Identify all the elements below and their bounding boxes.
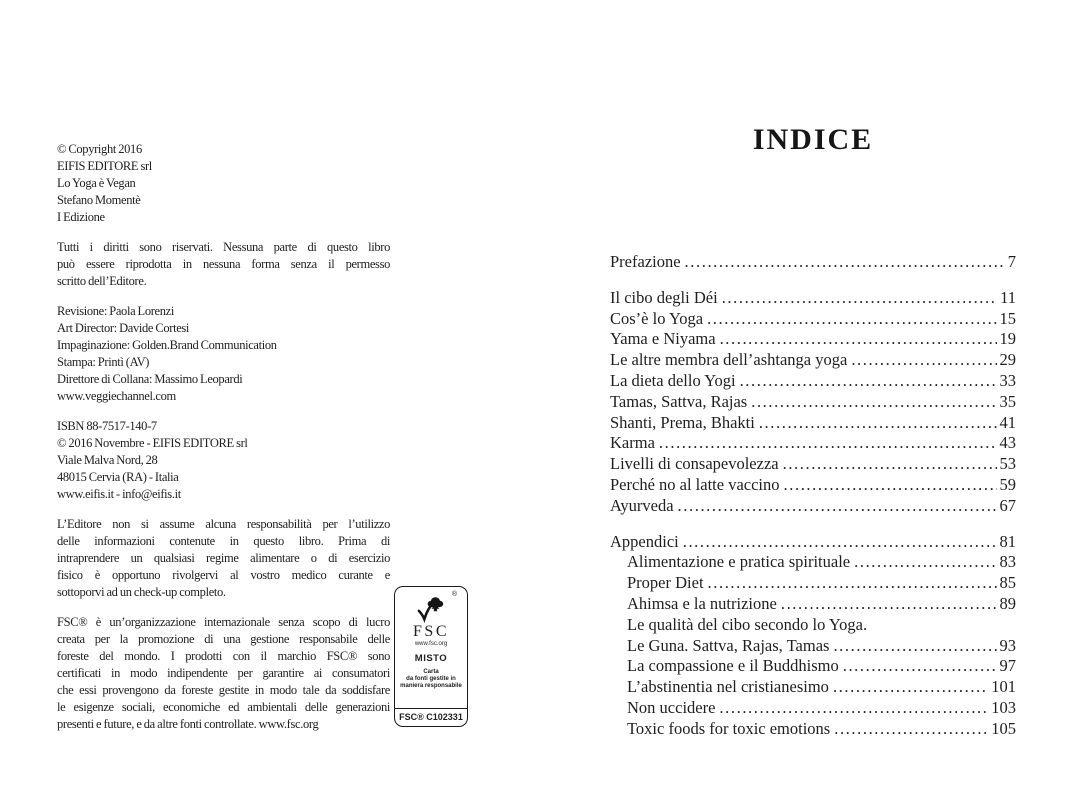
toc-leader-dots: [659, 433, 997, 454]
toc-entry-label: Ahimsa e la nutrizione: [627, 593, 777, 613]
toc-entry-label: La dieta dello Yogi: [610, 370, 736, 390]
toc-entry-page: 97: [999, 656, 1016, 676]
toc-entry: [610, 532, 1016, 553]
toc-entry-label: Toxic foods for toxic emotions: [627, 718, 831, 738]
colophon-line: Impaginazione: Golden.Brand Communication: [57, 338, 277, 352]
toc-entry-page: 35: [999, 391, 1016, 411]
toc-entry: [610, 615, 1016, 636]
colophon-line: creata per la promozione di una gestione responsabile delle: [57, 632, 390, 646]
toc-entry-page: 83: [999, 552, 1016, 572]
toc-entry: [610, 433, 1016, 454]
page-title: INDICE: [752, 123, 874, 156]
toc-leader-dots: [685, 252, 1005, 273]
fsc-certification-label: [394, 586, 468, 727]
toc-entry-label: Prefazione: [610, 252, 681, 271]
toc-entry: [610, 454, 1016, 475]
toc-entry-page: 105: [991, 718, 1016, 738]
toc-entry-page: 67: [999, 495, 1016, 515]
colophon-line: Lo Yoga è Vegan: [57, 176, 136, 190]
toc-list: [610, 252, 1016, 740]
toc-entry: [610, 413, 1016, 434]
toc-leader-dots: [740, 371, 997, 392]
colophon-line: certificati in modo indipendente per garantire ai consumatori: [57, 666, 390, 680]
toc-entry-page: 101: [991, 677, 1016, 697]
colophon-line: Stefano Momentè: [57, 193, 141, 207]
colophon-line: fisico è opportuno rivolgervi al vostro medico curante e: [57, 568, 390, 582]
toc-entry-page: 85: [999, 573, 1016, 593]
colophon-line: www.veggiechannel.com: [57, 389, 176, 403]
toc-leader-dots: [843, 656, 997, 677]
toc-entry-label: Livelli di consapevolezza: [610, 454, 779, 474]
fsc-description: [400, 669, 462, 690]
colophon-line: Direttore di Collana: Massimo Leopardi: [57, 372, 243, 386]
toc-entry-page: 11: [1000, 287, 1016, 307]
fsc-tree-checkmark-icon: [415, 595, 447, 623]
colophon-line: Art Director: Davide Cortesi: [57, 321, 190, 335]
toc-entry: [610, 371, 1016, 392]
colophon-line: www.eifis.it - info@eifis.it: [57, 487, 181, 501]
toc-leader-dots: [833, 677, 988, 698]
toc-entry: [610, 573, 1016, 594]
colophon-line: Revisione: Paola Lorenzi: [57, 304, 174, 318]
colophon-line: Stampa: Printì (AV): [57, 355, 150, 369]
toc-entry: [610, 636, 1016, 657]
toc-leader-dots: [834, 719, 988, 740]
colophon-line: che essi provengono da foreste gestite in modo tale da soddisfare: [57, 683, 390, 697]
toc-entry: [610, 350, 1016, 371]
toc-entry-page: 59: [999, 474, 1016, 494]
toc-entry: [610, 719, 1016, 740]
colophon-line: ISBN 88-7517-140-7: [57, 419, 157, 433]
fsc-description-line: da fonti gestite in: [406, 676, 456, 682]
toc-entry: [610, 309, 1016, 330]
colophon-block: [57, 303, 390, 405]
toc-entry-page: 15: [999, 308, 1016, 328]
toc-leader-dots: [751, 392, 996, 413]
toc-leader-dots: [720, 329, 997, 350]
toc-entry-label: Le altre membra dell’ashtanga yoga: [610, 350, 848, 370]
toc-leader-dots: [783, 454, 997, 475]
fsc-description-line: maniera responsabile: [400, 683, 462, 689]
toc-entry: [610, 552, 1016, 573]
toc-entry-page: 89: [999, 593, 1016, 613]
toc-entry: [610, 594, 1016, 615]
toc-entry-label: Ayurveda: [610, 495, 674, 515]
colophon-line: 48015 Cervia (RA) - Italia: [57, 470, 179, 484]
colophon-block: [57, 239, 390, 290]
toc-entry: [610, 392, 1016, 413]
toc-entry-label: Il cibo degli Déi: [610, 287, 718, 307]
toc-leader-dots: [781, 594, 997, 615]
toc-entry-label: Proper Diet: [627, 573, 704, 593]
toc-leader-dots: [759, 413, 997, 434]
fsc-website: www.fsc.org: [414, 641, 448, 647]
toc-entry-label: Shanti, Prema, Bhakti: [610, 412, 755, 432]
colophon-line: Viale Malva Nord, 28: [57, 453, 158, 467]
toc-entry-page: 103: [991, 697, 1016, 717]
toc-leader-dots: [707, 309, 996, 330]
registered-trademark-symbol: ®: [451, 591, 457, 598]
toc-leader-dots: [722, 288, 997, 309]
toc-leader-dots: [833, 636, 996, 657]
toc-entry-page: 19: [999, 329, 1016, 349]
toc-entry-page: 7: [1007, 252, 1016, 271]
toc-leader-dots: [851, 350, 996, 371]
toc-entry-label: L’abstinentia nel cristianesimo: [627, 677, 829, 697]
colophon-line: L’Editore non si assume alcuna responsabilità per l’utilizzo: [57, 517, 390, 531]
colophon-line: intraprendere un qualsiasi regime alimentare o di esercizio: [57, 551, 390, 565]
toc-leader-dots: [708, 573, 997, 594]
toc-entry: [610, 329, 1016, 350]
colophon-block: [57, 516, 390, 601]
toc-leader-dots: [678, 496, 997, 517]
toc-entry-label: Non uccidere: [627, 697, 716, 717]
toc-entry-label: Tamas, Sattva, Rajas: [610, 391, 748, 411]
toc-leader-dots: [854, 552, 996, 573]
colophon-line: © 2016 Novembre - EIFIS EDITORE srl: [57, 436, 248, 450]
toc-entry-page: 81: [999, 531, 1016, 551]
colophon-line: può essere riprodotta in nessuna forma senza il permesso: [57, 257, 390, 271]
toc-entry: [610, 475, 1016, 496]
toc-entry: [610, 496, 1016, 517]
toc-entry-label: Alimentazione e pratica spirituale: [627, 552, 851, 572]
colophon-block: [57, 141, 390, 226]
colophon-line: le esigenze sociali, economiche ed ambientali delle generazioni: [57, 700, 390, 714]
toc-entry-page: 53: [999, 454, 1016, 474]
toc-entry-label: Yama e Niyama: [610, 329, 716, 349]
fsc-brand-text: FSC: [413, 623, 449, 640]
toc-entry-page: 29: [999, 350, 1016, 370]
toc-entry: [610, 656, 1016, 677]
toc-entry-label: La compassione e il Buddhismo: [627, 656, 839, 676]
colophon-block: [57, 614, 390, 733]
colophon-line: presenti e future, e da altre fonti controllate. www.fsc.org: [57, 717, 319, 731]
toc-leader-dots: [719, 698, 988, 719]
colophon-line: FSC® è un’organizzazione internazionale senza scopo di lucro: [57, 615, 390, 629]
toc-entry-page: 43: [999, 433, 1016, 453]
toc-entry: [610, 288, 1016, 309]
toc-entry: [610, 698, 1016, 719]
toc-entry-label: Perché no al latte vaccino: [610, 474, 780, 494]
colophon-line: scritto dell’Editore.: [57, 274, 147, 288]
toc-entry-label: Appendici: [610, 531, 679, 551]
colophon-line: delle informazioni contenute in questo libro. Prima di: [57, 534, 390, 548]
toc-leader-dots: [784, 475, 997, 496]
toc-entry-page: 41: [999, 412, 1016, 432]
colophon-line: EIFIS EDITORE srl: [57, 159, 152, 173]
toc-entry: [610, 252, 1016, 273]
toc-entry-label: Le Guna. Sattva, Rajas, Tamas: [627, 635, 830, 655]
toc-entry: [610, 677, 1016, 698]
toc-entry-label: Le qualità del cibo secondo lo Yoga.: [627, 614, 868, 634]
toc-entry-page: 33: [999, 370, 1016, 390]
colophon-block: [57, 418, 390, 503]
toc-leader-dots: [683, 532, 997, 553]
colophon-line: I Edizione: [57, 210, 105, 224]
colophon-line: foreste del mondo. I prodotti con il marchio FSC® sono: [57, 649, 390, 663]
colophon-line: © Copyright 2016: [57, 142, 142, 156]
toc-entry-label: Cos’è lo Yoga: [610, 308, 704, 328]
colophon-text: [57, 141, 390, 746]
fsc-category-label: MISTO: [414, 653, 448, 664]
fsc-license-code: FSC® C102331: [395, 708, 467, 723]
toc-entry-label: Karma: [610, 433, 655, 453]
colophon-line: sottoporvi ad un check-up completo.: [57, 585, 226, 599]
colophon-line: Tutti i diritti sono riservati. Nessuna parte di questo libro: [57, 240, 390, 254]
fsc-description-line: Carta: [423, 669, 439, 675]
toc-entry-page: 93: [999, 635, 1016, 655]
